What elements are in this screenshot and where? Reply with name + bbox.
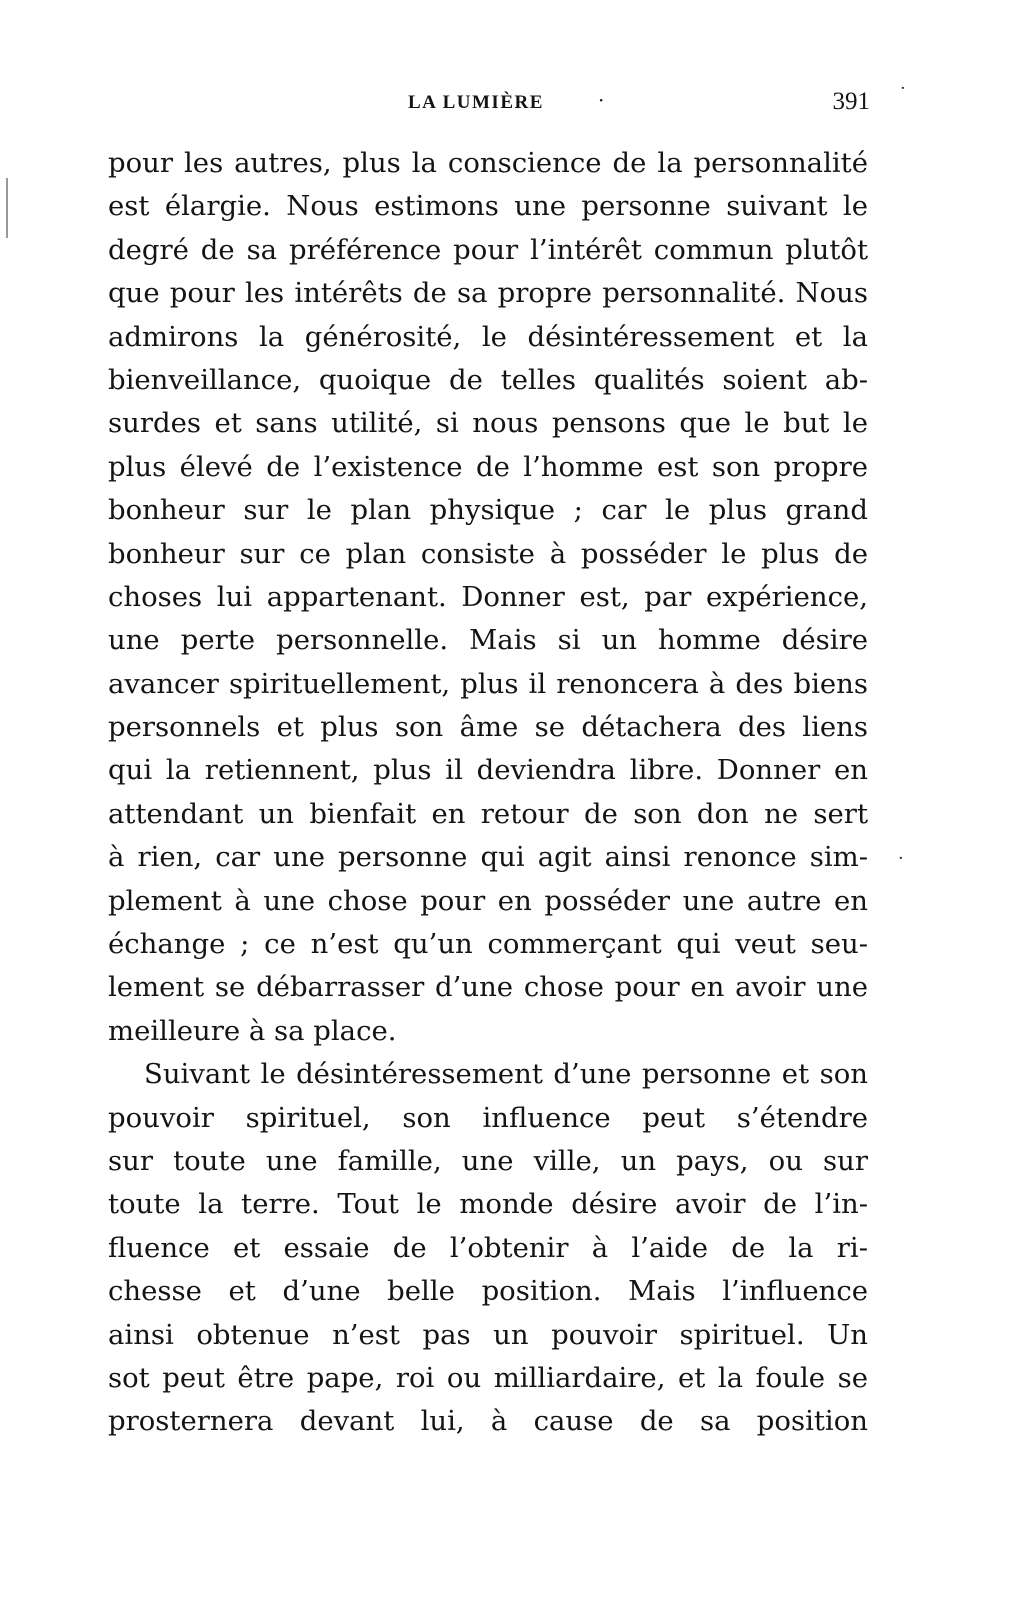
- text-line: plement à une chose pour en posséder une autre en: [108, 884, 868, 917]
- text-line: lement se débarrasser d’une chose pour en avoir une: [108, 971, 868, 1004]
- running-title: LA LUMIÈRE: [408, 92, 544, 113]
- text-line: une perte personnelle. Mais si un homme désire: [108, 624, 868, 657]
- text-line: degré de sa préférence pour l’intérêt commun plutôt: [108, 233, 868, 266]
- text-line: Suivant le désintéressement d’une personne et son: [144, 1058, 868, 1091]
- text-line: ainsi obtenue n’est pas un pouvoir spirituel. Un: [108, 1318, 868, 1351]
- page-number: 391: [832, 88, 870, 115]
- text-line: fluence et essaie de l’obtenir à l’aide de la ri-: [108, 1231, 868, 1264]
- running-head: [108, 88, 870, 128]
- text-line: choses lui appartenant. Donner est, par expérience,: [108, 580, 868, 613]
- text-line: qui la retiennent, plus il deviendra libre. Donner en: [108, 754, 868, 787]
- text-line: échange ; ce n’est qu’un commerçant qui veut seu-: [108, 928, 868, 961]
- text-line: que pour les intérêts de sa propre personnalité. Nous: [108, 277, 868, 310]
- text-line: pouvoir spirituel, son influence peut s’étendre: [108, 1101, 868, 1134]
- margin-mark-top-right: ·: [900, 78, 906, 99]
- text-line: prosternera devant lui, à cause de sa position: [108, 1405, 868, 1438]
- text-line: chesse et d’une belle position. Mais l’influence: [108, 1275, 868, 1308]
- text-line: surdes et sans utilité, si nous pensons que le but le: [108, 407, 868, 440]
- text-line: bonheur sur ce plan consiste à posséder le plus de: [108, 537, 868, 570]
- text-line: bonheur sur le plan physique ; car le plus grand: [108, 494, 868, 527]
- text-line: à rien, car une personne qui agit ainsi renonce sim-: [108, 841, 868, 874]
- text-line: est élargie. Nous estimons une personne suivant le: [108, 190, 868, 223]
- text-line: sur toute une famille, une ville, un pays, ou sur: [108, 1144, 868, 1177]
- text-line: admirons la générosité, le désintéressement et la: [108, 320, 868, 353]
- text-line: bienveillance, quoique de telles qualités soient ab-: [108, 363, 868, 396]
- text-line: toute la terre. Tout le monde désire avoir de l’in-: [108, 1188, 868, 1221]
- text-line: attendant un bienfait en retour de son don ne sert: [108, 797, 868, 830]
- text-line: pour les autres, plus la conscience de la personnalité: [108, 147, 868, 179]
- margin-mark-right: ·: [898, 848, 904, 869]
- scan-edge-line: [6, 178, 8, 238]
- text-line: plus élevé de l’existence de l’homme est son propre: [108, 450, 868, 483]
- running-head-dot: ·: [598, 88, 605, 112]
- text-line: avancer spirituellement, plus il renoncera à des biens: [108, 667, 868, 700]
- text-line: sot peut être pape, roi ou milliardaire, et la foule se: [108, 1361, 868, 1394]
- text-line: personnels et plus son âme se détachera des liens: [108, 711, 868, 744]
- text-line: meilleure à sa place.: [108, 1014, 397, 1047]
- body-text: [108, 142, 868, 1444]
